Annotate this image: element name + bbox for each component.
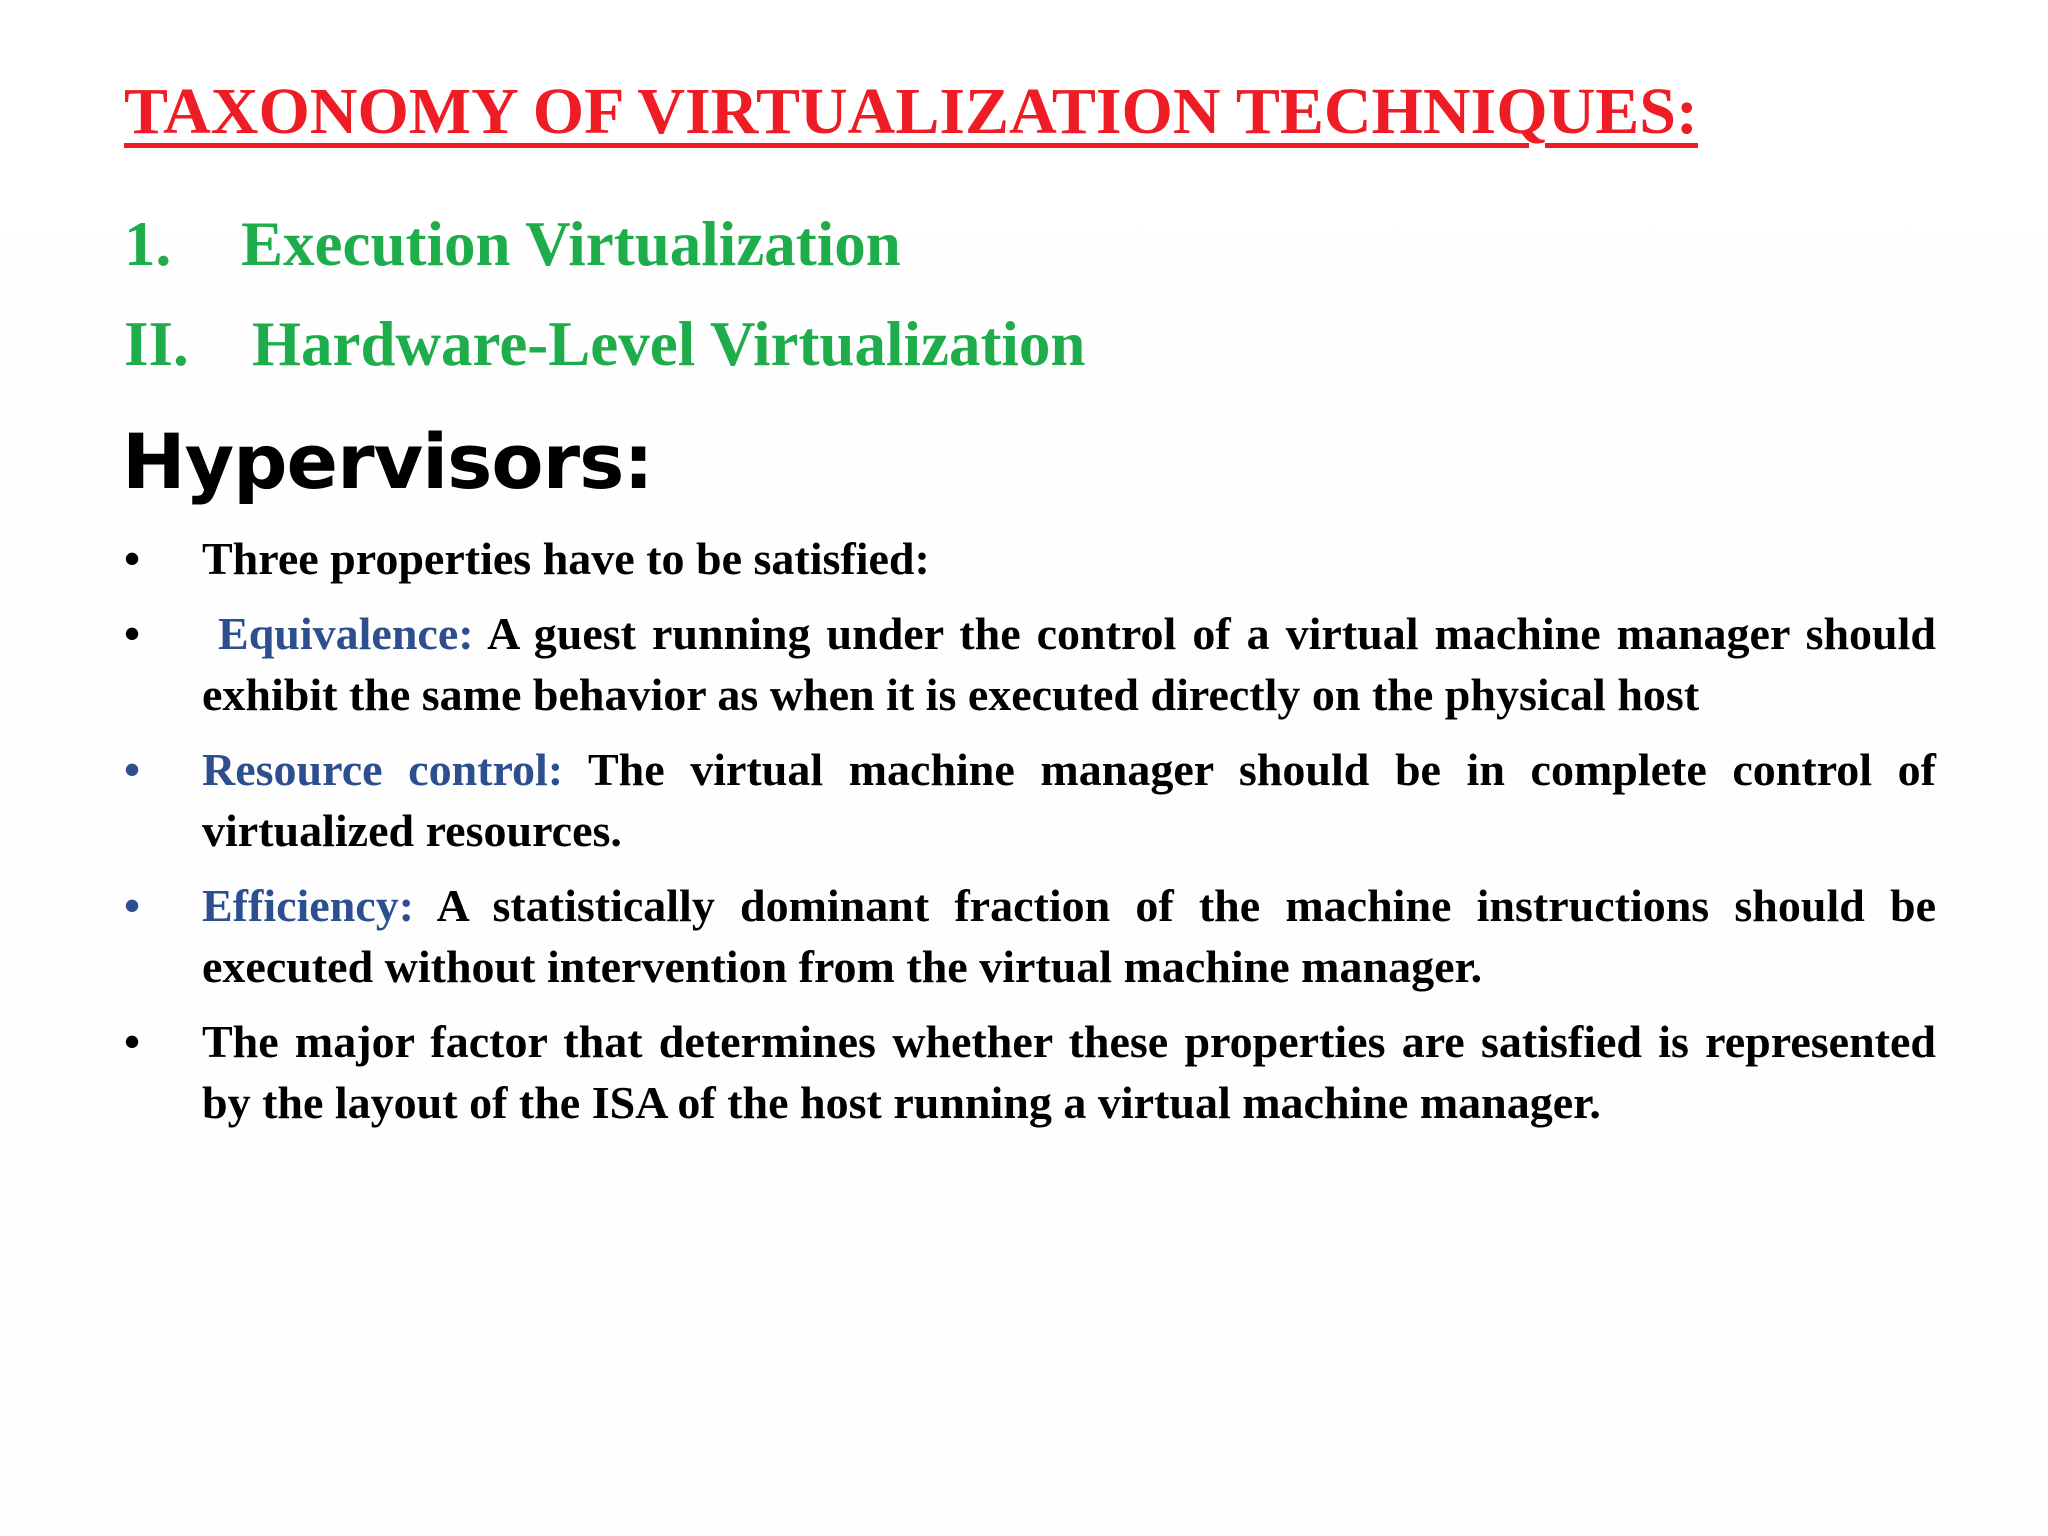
numbered-item-text: Hardware-Level Virtualization: [252, 309, 1086, 379]
numbered-item-text: Execution Virtualization: [241, 209, 901, 279]
bullet-icon: •: [124, 880, 141, 931]
bullet-text: A statistically dominant fraction of the machine instructions should be executed without intervention from the virtual machine manager.: [202, 880, 1936, 992]
bullet-text: Three properties have to be satisfied:: [202, 533, 930, 584]
numbered-item-number: 1.: [124, 209, 172, 279]
numbered-item-execution-virtualization: [124, 210, 901, 279]
bullet-icon: •: [124, 608, 141, 659]
bullet-text: A guest running under the control of a virtual machine manager should exhibit the same behavior as when it is executed directly on the physical host: [202, 608, 1936, 720]
bullet-term: Resource control:: [202, 744, 564, 795]
slide-title: TAXONOMY OF VIRTUALIZATION TECHNIQUES:: [124, 75, 1698, 148]
bullet-list: [124, 528, 1936, 1147]
bullet-icon: •: [124, 533, 141, 584]
hypervisors-heading: Hypervisors:: [122, 417, 653, 506]
bullet-text: The virtual machine manager should be in complete control of virtualized resources.: [202, 744, 1936, 856]
bullet-item-equivalence: [124, 603, 1936, 725]
bullet-term: Equivalence:: [218, 608, 474, 659]
bullet-icon: •: [124, 744, 141, 795]
bullet-text: The major factor that determines whether these properties are satisfied is represented by the layout of the ISA of the host running a virtual machine manager.: [202, 1016, 1936, 1128]
bullet-item-three-properties: [124, 528, 1936, 589]
bullet-term: Efficiency:: [202, 880, 415, 931]
numbered-item-number: II.: [124, 309, 189, 379]
bullet-item-efficiency: [124, 875, 1936, 997]
bullet-item-resource-control: [124, 739, 1936, 861]
numbered-item-hardware-level-virtualization: [124, 310, 1085, 379]
bullet-icon: •: [124, 1016, 141, 1067]
bullet-item-major-factor: [124, 1011, 1936, 1133]
